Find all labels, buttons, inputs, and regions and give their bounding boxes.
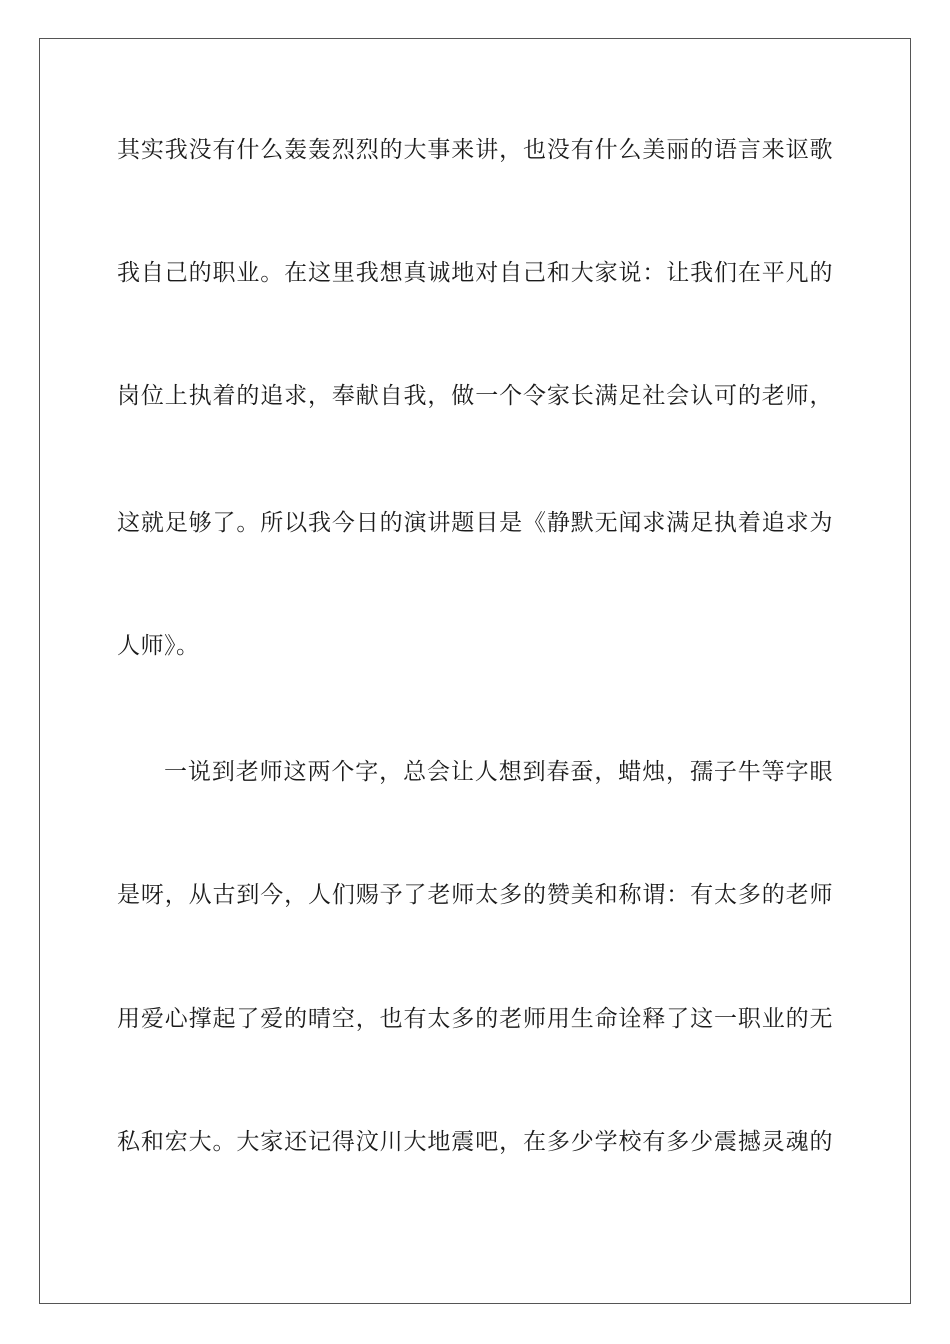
paragraph-line: 其实我没有什么轰轰烈烈的大事来讲，也没有什么美丽的语言来讴歌 bbox=[117, 137, 833, 163]
paragraph-line: 这就足够了。所以我今日的演讲题目是《静默无闻求满足执着追求为 bbox=[117, 510, 833, 536]
paragraph-line: 私和宏大。大家还记得汶川大地震吧，在多少学校有多少震撼灵魂的 bbox=[117, 1129, 833, 1155]
paragraph-line: 用爱心撑起了爱的晴空，也有太多的老师用生命诠释了这一职业的无 bbox=[117, 1006, 833, 1032]
paragraph-line: 我自己的职业。在这里我想真诚地对自己和大家说：让我们在平凡的 bbox=[117, 260, 833, 286]
page-border bbox=[39, 38, 911, 1304]
paragraph-line: 人师》。 bbox=[117, 633, 200, 659]
paragraph-line: 岗位上执着的追求，奉献自我，做一个令家长满足社会认可的老师， bbox=[117, 383, 833, 409]
paragraph-line: 是呀，从古到今，人们赐予了老师太多的赞美和称谓：有太多的老师 bbox=[117, 882, 833, 908]
paragraph-line: 一说到老师这两个字，总会让人想到春蚕，蜡烛，孺子牛等字眼 bbox=[164, 759, 833, 785]
